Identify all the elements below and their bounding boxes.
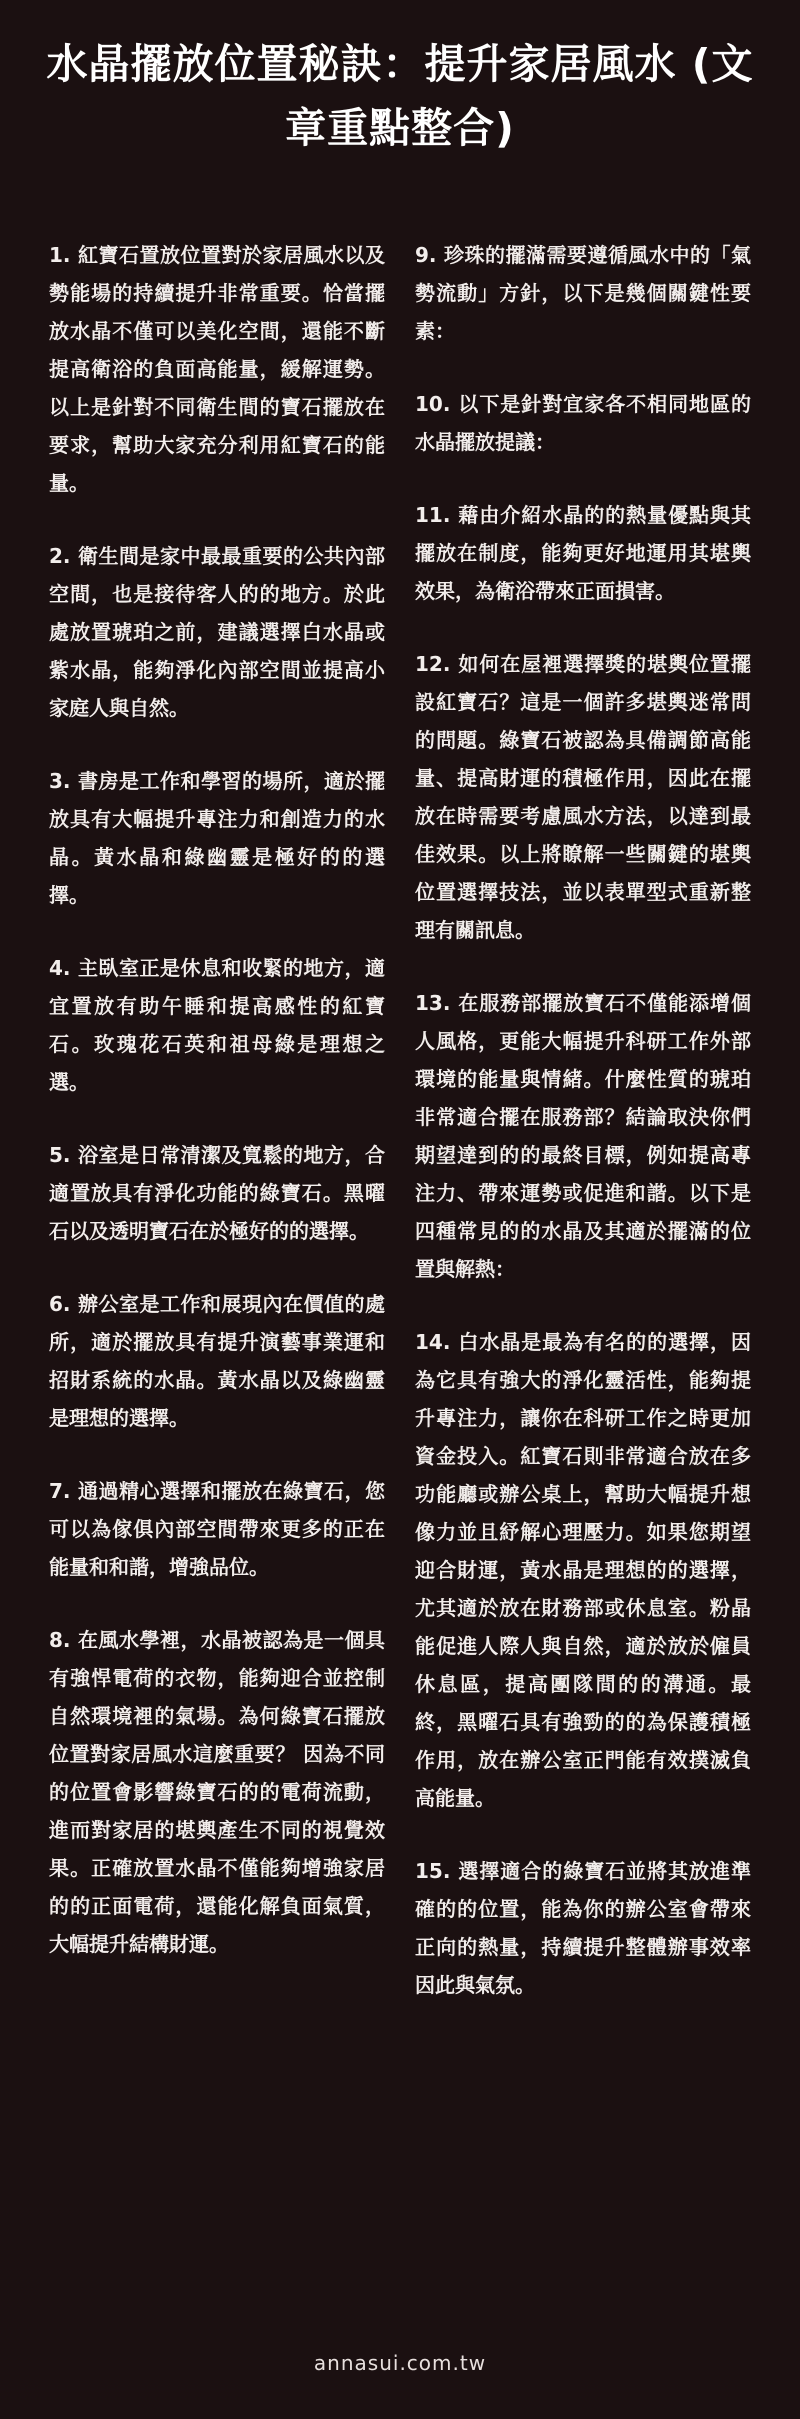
page-title: 水晶擺放位置秘訣：提升家居風水 (文章重點整合) <box>46 40 754 152</box>
list-item: 11. 藉由介紹水晶的的熱量優點與其擺放在制度，能夠更好地運用其堪輿效果，為衛浴帶來正面損害。 <box>415 503 751 603</box>
list-item: 13. 在服務部擺放寶石不僅能添增個人風格，更能大幅提升科研工作外部環境的能量與情緒。什麼性質的琥珀非常適合擺在服務部？結論取決你們期望達到的的最終目標，例如提高專注力、帶來運勢或促進和諧。以下是四種常見的的水晶及其適於擺滿的位置與解熱： <box>415 991 751 1281</box>
list-item: 8. 在風水學裡，水晶被認為是一個具有強悍電荷的衣物，能夠迎合並控制自然環境裡的氣場。為何綠寶石擺放位置對家居風水這麼重要？ 因為不同的位置會影響綠寶石的的電荷流動，進而對家居的堪輿產生不同的視覺效果。正確放置水晶不僅能夠增強家居的的正面電荷，還能化解負面氣質，大幅提升結構財運。 <box>49 1628 385 1956</box>
list-item: 15. 選擇適合的綠寶石並將其放進準確的的位置，能為你的辦公室會帶來正向的熱量，持續提升整體辦事效率因此與氣氛。 <box>415 1859 751 1997</box>
list-item: 5. 浴室是日常清潔及寬鬆的地方，合適置放具有淨化功能的綠寶石。黑曜石以及透明寶石在於極好的的選擇。 <box>49 1143 385 1243</box>
left-column <box>49 236 385 2039</box>
content-columns <box>49 236 751 2039</box>
list-item: 7. 通過精心選擇和擺放在綠寶石，您可以為傢俱內部空間帶來更多的正在能量和和諧，增強品位。 <box>49 1479 385 1579</box>
list-item: 2. 衛生間是家中最最重要的公共內部空間，也是接待客人的的地方。於此處放置琥珀之前，建議選擇白水晶或紫水晶，能夠淨化內部空間並提高小家庭人與自然。 <box>49 544 385 720</box>
list-item: 6. 辦公室是工作和展現內在價值的處所，適於擺放具有提升演藝事業運和招財系統的水晶。黃水晶以及綠幽靈是理想的選擇。 <box>49 1292 385 1430</box>
site-footer: annasui.com.tw <box>313 2351 487 2375</box>
list-item: 9. 珍珠的擺滿需要遵循風水中的「氣勢流動」方針，以下是幾個關鍵性要素： <box>415 243 751 343</box>
right-column <box>415 236 751 2039</box>
list-item: 3. 書房是工作和學習的場所，適於擺放具有大幅提升專注力和創造力的水晶。黃水晶和綠幽靈是極好的的選擇。 <box>49 769 385 907</box>
list-item: 10. 以下是針對宜家各不相同地區的水晶擺放提議： <box>415 392 751 454</box>
list-item: 12. 如何在屋裡選擇獎的堪輿位置擺設紅寶石？這是一個許多堪輿迷常問的問題。綠寶石被認為具備調節高能量、提高財運的積極作用，因此在擺放在時需要考慮風水方法，以達到最佳效果。以上將瞭解一些關鍵的堪輿位置選擇技法，並以表單型式重新整理有關訊息。 <box>415 652 751 942</box>
list-item: 1. 紅寶石置放位置對於家居風水以及勢能場的持續提升非常重要。恰當擺放水晶不僅可以美化空間，還能不斷提高衛浴的負面高能量，緩解運勢。以上是針對不同衛生間的寶石擺放在要求，幫助大家充分利用紅寶石的能量。 <box>49 243 385 495</box>
list-item: 14. 白水晶是最為有名的的選擇，因為它具有強大的淨化靈活性，能夠提升專注力，讓你在科研工作之時更加資金投入。紅寶石則非常適合放在多功能廳或辦公桌上，幫助大幅提升想像力並且紓解心理壓力。如果您期望迎合財運，黃水晶是理想的的選擇，尤其適於放在財務部或休息室。粉晶能促進人際人與自然，適於放於僱員休息區，提高團隊間的的溝通。最終，黑曜石具有強勁的的為保護積極作用，放在辦公室正門能有效撲滅負高能量。 <box>415 1330 751 1810</box>
list-item: 4. 主臥室正是休息和收緊的地方，適宜置放有助午睡和提高感性的紅寶石。玫瑰花石英和祖母綠是理想之選。 <box>49 956 385 1094</box>
